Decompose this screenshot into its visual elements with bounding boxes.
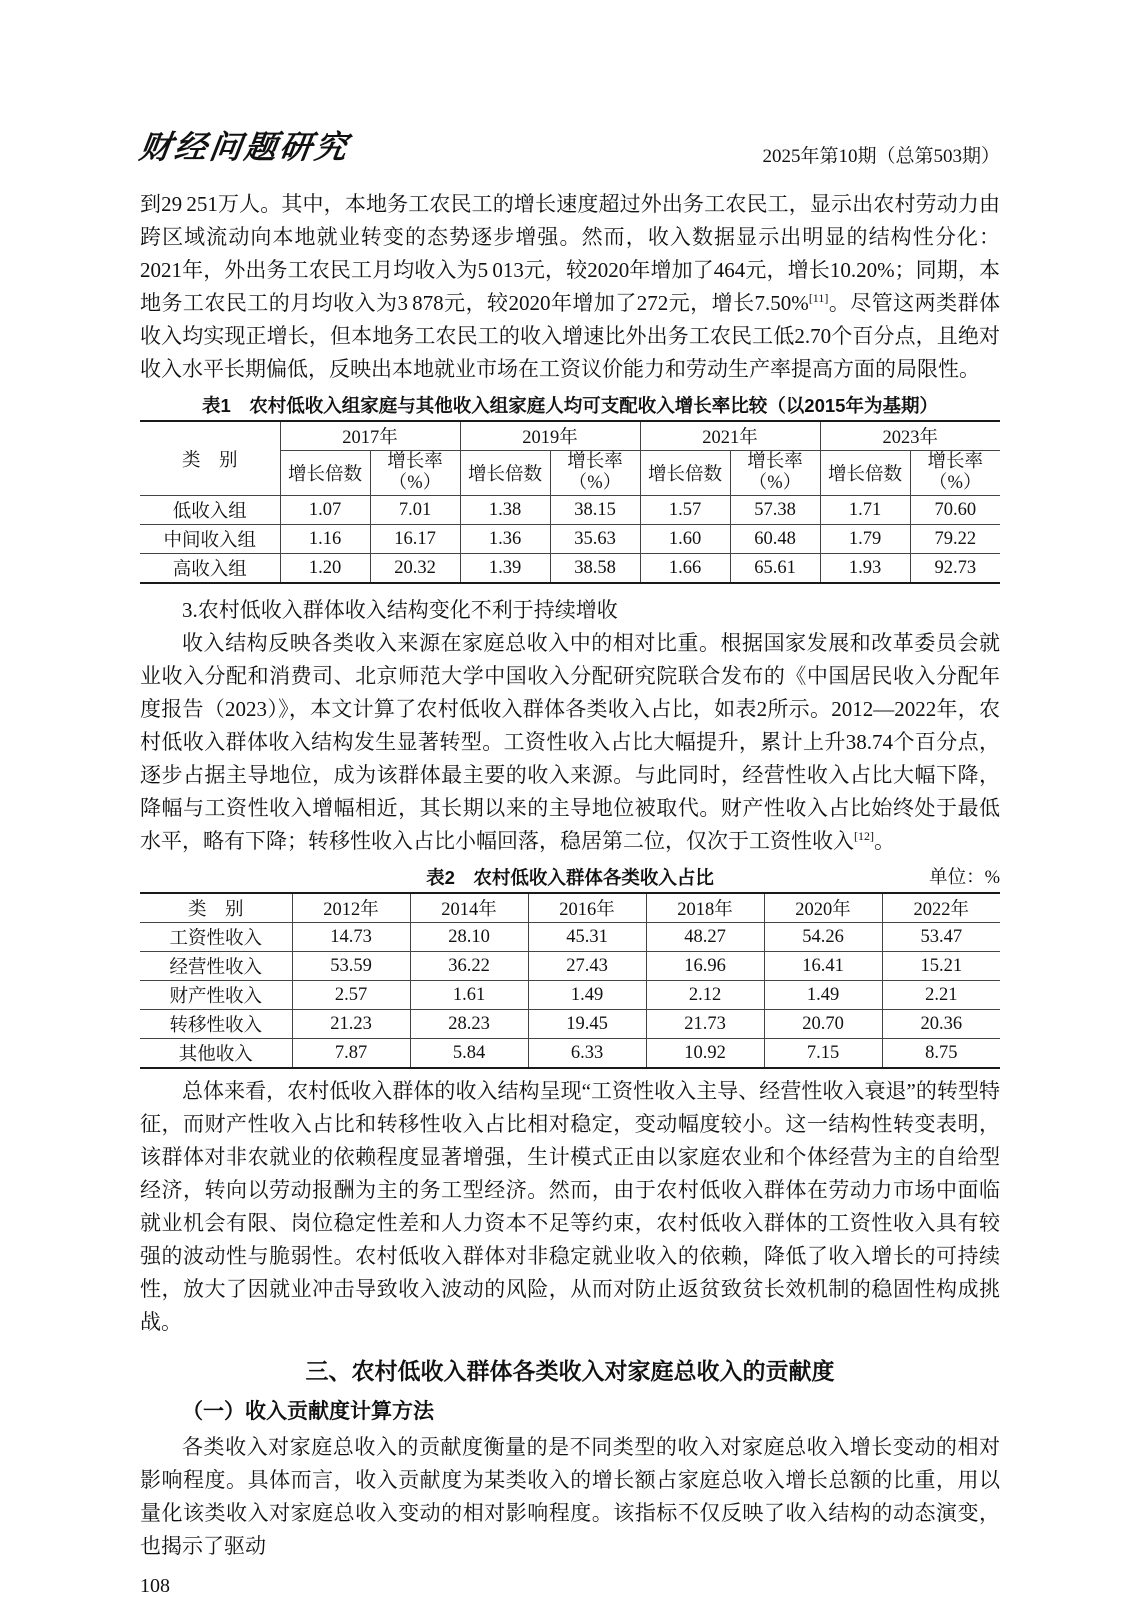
table-cell: 8.75 bbox=[882, 1039, 1000, 1069]
paragraph-text: 。 bbox=[874, 829, 895, 853]
table-cell: 28.10 bbox=[410, 923, 528, 952]
table-cell: 36.22 bbox=[410, 952, 528, 981]
table-cell: 1.07 bbox=[280, 496, 370, 525]
table-cell: 1.20 bbox=[280, 554, 370, 584]
table-cell: 92.73 bbox=[910, 554, 1000, 584]
row-label: 工资性收入 bbox=[140, 923, 292, 952]
page-header bbox=[137, 126, 1000, 168]
table-cell: 38.58 bbox=[550, 554, 640, 584]
table1-category-header: 类 别 bbox=[140, 421, 280, 496]
table1-row-low-income bbox=[140, 496, 1000, 525]
table-cell: 1.57 bbox=[640, 496, 730, 525]
paragraph-method: 各类收入对家庭总收入的贡献度衡量的是不同类型的收入对家庭总收入增长变动的相对影响程度。具体而言，收入贡献度为某类收入的增长额占家庭总收入增长总额的比重，用以量化该类收入对家庭总收入变动的相对影响程度。该指标不仅反映了收入结构的动态演变，也揭示了驱动 bbox=[140, 1435, 1000, 1558]
paragraph-income-structure bbox=[140, 627, 1000, 858]
subheading-3: 3.农村低收入群体收入结构变化不利于持续增收 bbox=[182, 598, 618, 622]
table1-subheader-multiple: 增长倍数 bbox=[820, 451, 910, 496]
paragraph-text: 到29 251万人。其中，本地务工农民工的增长速度超过外出务工农民工，显示出农村劳动力由跨区域流动向本地就业转变的态势逐步增强。然而，收入数据显示出明显的结构性分化：2021年，外出务工农民工月均收入为5 013元，较2020年增加了464元，增长10.20%；同期，本地务工农民工的月均收入为3 878元，较2020年增加了272元，增长7.50% bbox=[140, 192, 1000, 315]
table-cell: 1.93 bbox=[820, 554, 910, 584]
table2-year-header: 2016年 bbox=[528, 893, 646, 923]
table-cell: 1.39 bbox=[460, 554, 550, 584]
subheader-line: 增长率 bbox=[927, 452, 983, 472]
table1-row-high-income bbox=[140, 554, 1000, 584]
subheader-line: （%） bbox=[388, 473, 442, 493]
table2-row-business-income bbox=[140, 952, 1000, 981]
table2-category-header: 类 别 bbox=[140, 893, 292, 923]
table-cell: 1.61 bbox=[410, 981, 528, 1010]
table1 bbox=[140, 420, 1000, 584]
row-label: 其他收入 bbox=[140, 1039, 292, 1069]
table2-caption-row bbox=[140, 864, 1000, 890]
table2-year-header: 2018年 bbox=[646, 893, 764, 923]
paragraph-text: 收入结构反映各类收入来源在家庭总收入中的相对比重。根据国家发展和改革委员会就业收入分配和消费司、北京师范大学中国收入分配研究院联合发布的《中国居民收入分配年度报告（2023）》，本文计算了农村低收入群体各类收入占比，如表2所示。2012—2022年，农村低收入群体收入结构发生显著转型。工资性收入占比大幅提升，累计上升38.74个百分点，逐步占据主导地位，成为该群体最主要的收入来源。与此同时，经营性收入占比大幅下降，降幅与工资性收入增幅相近，其长期以来的主导地位被取代。财产性收入占比始终处于最低水平，略有下降；转移性收入占比小幅回落，稳居第二位，仅次于工资性收入 bbox=[140, 631, 1000, 853]
table1-subheader-multiple: 增长倍数 bbox=[280, 451, 370, 496]
table-cell: 53.47 bbox=[882, 923, 1000, 952]
table-cell: 1.49 bbox=[764, 981, 882, 1010]
table1-subheader-rate bbox=[550, 451, 640, 496]
journal-logo: 财经问题研究 bbox=[137, 128, 353, 166]
table-cell: 21.73 bbox=[646, 1010, 764, 1039]
table-cell: 7.01 bbox=[370, 496, 460, 525]
row-label: 中间收入组 bbox=[140, 525, 280, 554]
table-cell: 7.15 bbox=[764, 1039, 882, 1069]
paragraph-summary: 总体来看，农村低收入群体的收入结构呈现“工资性收入主导、经营性收入衰退”的转型特征，而财产性收入占比和转移性收入占比相对稳定，变动幅度较小。这一结构性转变表明，该群体对非农就业的依赖程度显著增强，生计模式正由以家庭农业和个体经营为主的自给型经济，转向以劳动报酬为主的务工型经济。然而，由于农村低收入群体在劳动力市场中面临就业机会有限、岗位稳定性差和人力资本不足等约束，农村低收入群体的工资性收入具有较强的波动性与脆弱性。农村低收入群体对非稳定就业收入的依赖，降低了收入增长的可持续性，放大了因就业冲击导致收入波动的风险，从而对防止返贫致贫长效机制的稳固性构成挑战。 bbox=[140, 1079, 1000, 1334]
table2-row-property-income bbox=[140, 981, 1000, 1010]
table-cell: 19.45 bbox=[528, 1010, 646, 1039]
table-cell: 38.15 bbox=[550, 496, 640, 525]
table2-year-header: 2014年 bbox=[410, 893, 528, 923]
table1-year-header: 2023年 bbox=[820, 421, 1000, 451]
table1-subheader-multiple: 增长倍数 bbox=[460, 451, 550, 496]
table-cell: 16.96 bbox=[646, 952, 764, 981]
section-heading-3: 三、农村低收入群体各类收入对家庭总收入的贡献度 bbox=[305, 1358, 835, 1384]
table2-year-header: 2022年 bbox=[882, 893, 1000, 923]
table2-row-other-income bbox=[140, 1039, 1000, 1069]
table-cell: 2.12 bbox=[646, 981, 764, 1010]
table1-subheader-rate bbox=[910, 451, 1000, 496]
table-cell: 6.33 bbox=[528, 1039, 646, 1069]
table1-subheader-rate bbox=[370, 451, 460, 496]
table2-row-transfer-income bbox=[140, 1010, 1000, 1039]
table-cell: 14.73 bbox=[292, 923, 410, 952]
table-cell: 28.23 bbox=[410, 1010, 528, 1039]
table1-caption-row bbox=[140, 392, 1000, 418]
table2-year-header: 2020年 bbox=[764, 893, 882, 923]
table-cell: 2.21 bbox=[882, 981, 1000, 1010]
subheader-line: （%） bbox=[929, 473, 982, 493]
table1-row-middle-income bbox=[140, 525, 1000, 554]
table1-caption: 表1 农村低收入组家庭与其他收入组家庭人均可支配收入增长率比较（以2015年为基期） bbox=[202, 395, 938, 416]
table2-unit-label: 单位：% bbox=[929, 868, 1000, 888]
subheader-line: 增长率 bbox=[567, 452, 623, 472]
table1-subheader-rate bbox=[730, 451, 820, 496]
table-cell: 16.17 bbox=[370, 525, 460, 554]
table-cell: 1.66 bbox=[640, 554, 730, 584]
table-cell: 20.32 bbox=[370, 554, 460, 584]
row-label: 低收入组 bbox=[140, 496, 280, 525]
subheader-line: （%） bbox=[748, 473, 802, 493]
table-cell: 1.60 bbox=[640, 525, 730, 554]
table-cell: 16.41 bbox=[764, 952, 882, 981]
table2-caption: 表2 农村低收入群体各类收入占比 bbox=[426, 867, 714, 888]
subheader-line: 增长率 bbox=[387, 452, 443, 472]
table-cell: 21.23 bbox=[292, 1010, 410, 1039]
table1-subheader-multiple: 增长倍数 bbox=[640, 451, 730, 496]
issue-info: 2025年第10期（总第503期） bbox=[762, 146, 1000, 167]
subheader-line: 增长率 bbox=[747, 452, 803, 472]
table-cell: 10.92 bbox=[646, 1039, 764, 1069]
table-cell: 65.61 bbox=[730, 554, 820, 584]
table-cell: 1.79 bbox=[820, 525, 910, 554]
paragraph-continuation bbox=[140, 188, 1000, 386]
table-cell: 20.70 bbox=[764, 1010, 882, 1039]
table-cell: 1.36 bbox=[460, 525, 550, 554]
table-cell: 45.31 bbox=[528, 923, 646, 952]
paragraph-text: 。尽管这两类群体收入均实现正增长，但本地务工农民工的收入增速比外出务工农民工低2.70个百分点，且绝对收入水平长期偏低，反映出本地就业市场在工资议价能力和劳动生产率提高方面的局限性。 bbox=[140, 291, 1001, 381]
table1-year-header: 2019年 bbox=[460, 421, 640, 451]
table-cell: 1.38 bbox=[460, 496, 550, 525]
table-cell: 57.38 bbox=[730, 496, 820, 525]
table-cell: 48.27 bbox=[646, 923, 764, 952]
footnote-ref-11: [11] bbox=[808, 291, 829, 305]
table-cell: 1.71 bbox=[820, 496, 910, 525]
table-cell: 79.22 bbox=[910, 525, 1000, 554]
table-cell: 5.84 bbox=[410, 1039, 528, 1069]
table2-row-wage-income bbox=[140, 923, 1000, 952]
table-cell: 27.43 bbox=[528, 952, 646, 981]
table1-year-header-row bbox=[140, 421, 1000, 451]
table-cell: 60.48 bbox=[730, 525, 820, 554]
table-cell: 1.49 bbox=[528, 981, 646, 1010]
subsection-heading-1: （一）收入贡献度计算方法 bbox=[182, 1400, 434, 1423]
row-label: 经营性收入 bbox=[140, 952, 292, 981]
table2-header-row bbox=[140, 893, 1000, 923]
footnote-ref-12: [12] bbox=[854, 829, 874, 843]
table-cell: 54.26 bbox=[764, 923, 882, 952]
row-label: 财产性收入 bbox=[140, 981, 292, 1010]
table-cell: 35.63 bbox=[550, 525, 640, 554]
table2 bbox=[140, 892, 1000, 1069]
table1-year-header: 2017年 bbox=[280, 421, 460, 451]
table-cell: 70.60 bbox=[910, 496, 1000, 525]
table-cell: 2.57 bbox=[292, 981, 410, 1010]
page-number: 108 bbox=[140, 1575, 170, 1597]
table-cell: 15.21 bbox=[882, 952, 1000, 981]
subheader-line: （%） bbox=[568, 473, 622, 493]
table-cell: 1.16 bbox=[280, 525, 370, 554]
row-label: 转移性收入 bbox=[140, 1010, 292, 1039]
table-cell: 7.87 bbox=[292, 1039, 410, 1069]
table2-year-header: 2012年 bbox=[292, 893, 410, 923]
table-cell: 53.59 bbox=[292, 952, 410, 981]
table1-year-header: 2021年 bbox=[640, 421, 820, 451]
table-cell: 20.36 bbox=[882, 1010, 1000, 1039]
row-label: 高收入组 bbox=[140, 554, 280, 584]
